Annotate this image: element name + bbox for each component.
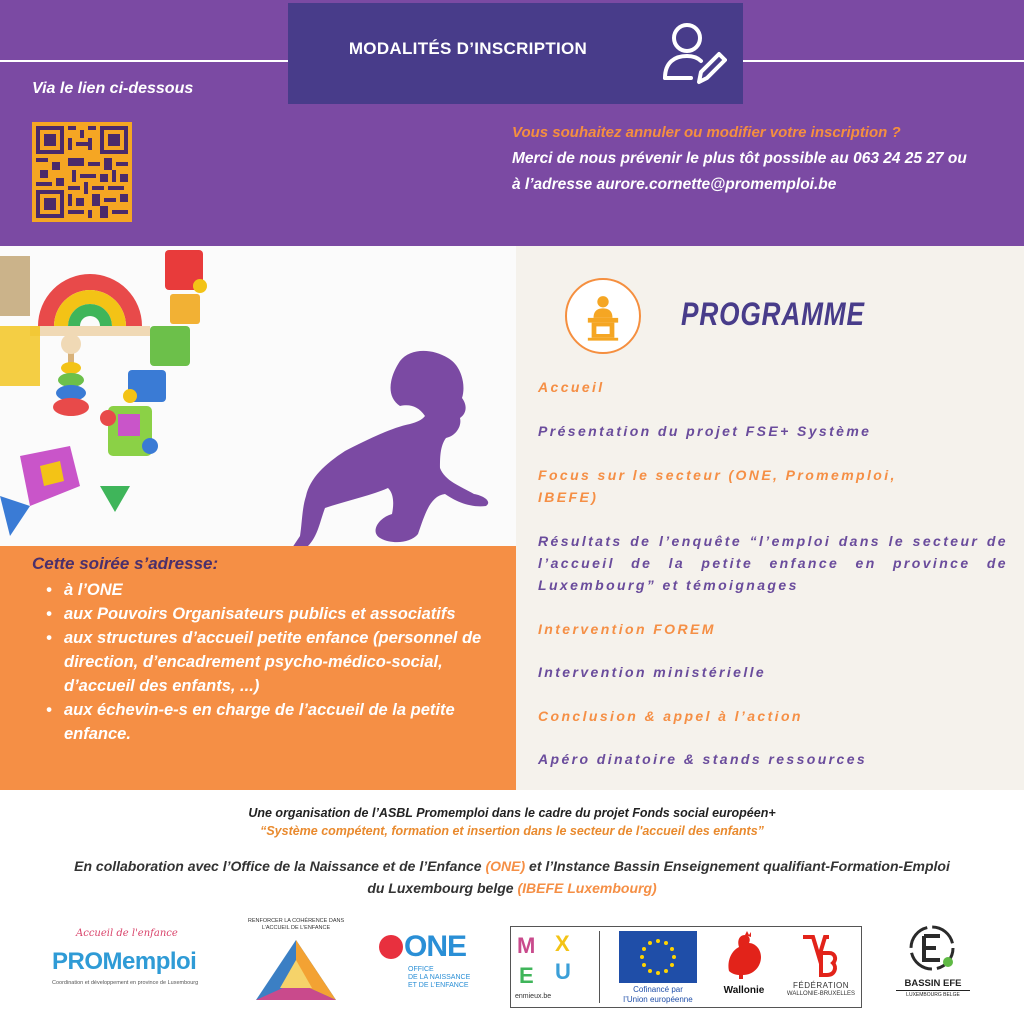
- programme-item: Apéro dinatoire & stands ressources: [538, 751, 868, 767]
- promemploi-tagline: Accueil de l'enfance: [76, 928, 178, 939]
- via-link-text: Via le lien ci-dessous: [32, 80, 194, 97]
- toys-photo: [0, 246, 516, 548]
- qr-code[interactable]: [32, 122, 132, 222]
- one-sub2: DE LA NAISSANCE: [408, 974, 471, 981]
- programme-item-line: IBEFE): [538, 489, 599, 505]
- renforcer-text: RENFORCER LA COHÉRENCE DANS L’ACCUEIL DE L’ENFANCE: [247, 918, 345, 931]
- enmieux-logo: [515, 931, 587, 993]
- audience-list: [32, 578, 502, 746]
- programme-item: Intervention ministérielle: [538, 664, 767, 680]
- one-sub3: ET DE L’ENFANCE: [408, 982, 469, 989]
- renforcer-logo: [246, 918, 346, 1008]
- cofinance-line1: Cofinancé par: [633, 985, 683, 994]
- programme-item: Accueil: [538, 379, 605, 395]
- programme-item: Présentation du projet FSE+ Système: [538, 423, 872, 439]
- project-quote: “Système compétent, formation et insertion dans le secteur de l'accueil des enfants”: [260, 824, 764, 838]
- collab-text: et l’Instance Bassin Enseignement qualifiant-Formation-Emploi: [525, 858, 950, 874]
- bassin-efe-logo: [896, 924, 970, 1004]
- audience-item: • à l’ONE: [32, 578, 502, 602]
- organisation-line: Une organisation de l’ASBL Promemploi dans le cadre du projet Fonds social européen+: [248, 806, 776, 820]
- collab-text: du Luxembourg belge: [367, 880, 518, 896]
- svg-text:E: E: [519, 963, 534, 988]
- cofinance-line2: l’Union européenne: [623, 995, 693, 1004]
- one-logo: [378, 930, 478, 990]
- wallonie-text: Wallonie: [723, 985, 765, 996]
- programme-item: Intervention FOREM: [538, 621, 716, 637]
- collab-ibefe: (IBEFE Luxembourg): [517, 880, 657, 896]
- triangle-icon: [254, 938, 338, 1002]
- svg-text:U: U: [555, 959, 571, 984]
- promemploi-logo: [50, 926, 222, 996]
- federation-text1: FÉDÉRATION: [793, 981, 849, 990]
- header-box: [288, 3, 743, 104]
- rooster-icon: [721, 931, 765, 981]
- audience-item: • aux structures d’accueil petite enfance (personnel de direction, d’encadrement psycho-médico-social, d’accueil des enfants, ...): [32, 626, 502, 698]
- audience-item: • aux échevin-e-s en charge de l’accueil de la petite enfance.: [32, 698, 502, 746]
- speaker-podium-icon: [565, 278, 641, 354]
- promemploi-sub: Coordination et développement en province de Luxembourg: [52, 980, 199, 986]
- bassin-e-icon: [908, 924, 956, 972]
- user-edit-icon: [661, 20, 727, 90]
- bassin-name: BASSIN EFE: [904, 978, 962, 989]
- collaboration-line1: [0, 858, 1024, 874]
- one-sub1: OFFICE: [408, 966, 434, 973]
- bassin-sub: LUXEMBOURG BELGE: [896, 990, 970, 998]
- one-red-dot: [378, 934, 404, 960]
- audience-title: Cette soirée s’adresse:: [32, 554, 219, 573]
- collaboration-line2: [0, 880, 1024, 896]
- fwb-icon: [799, 933, 839, 977]
- programme-item: Résultats de l’enquête “l’emploi dans le secteur de l’accueil de la petite enfance en province de Luxembourg” et témoignages: [538, 533, 1008, 593]
- programme-item: [538, 464, 1008, 508]
- collab-one: (ONE): [485, 858, 526, 874]
- header-title: MODALITÉS D’INSCRIPTION: [348, 39, 588, 58]
- collab-text: En collaboration avec l’Office de la Naissance et de l’Enfance: [74, 858, 486, 874]
- strip-divider: [599, 931, 600, 1003]
- audience-item: • aux Pouvoirs Organisateurs publics et associatifs: [32, 602, 502, 626]
- svg-text:X: X: [555, 931, 570, 956]
- eu-flag-icon: [619, 931, 697, 983]
- promemploi-name: PROMemploi: [52, 948, 197, 975]
- cancel-question: Vous souhaitez annuler ou modifier votre inscription ?: [512, 124, 901, 141]
- svg-text:M: M: [517, 933, 536, 958]
- contact-text-line2: à l’adresse aurore.cornette@promemploi.be: [512, 176, 837, 193]
- programme-item: Conclusion & appel à l’action: [538, 708, 803, 724]
- programme-title: PROGRAMME: [681, 296, 865, 332]
- programme-item-line: Focus sur le secteur (ONE, Promemploi,: [538, 467, 897, 483]
- funding-strip: [510, 926, 862, 1008]
- one-name: ONE: [404, 930, 467, 963]
- enmieux-text: enmieux.be: [515, 993, 552, 1000]
- federation-text2: WALLONIE-BRUXELLES: [786, 991, 856, 997]
- contact-text-line1: Merci de nous prévenir le plus tôt possible au 063 24 25 27 ou: [512, 150, 967, 167]
